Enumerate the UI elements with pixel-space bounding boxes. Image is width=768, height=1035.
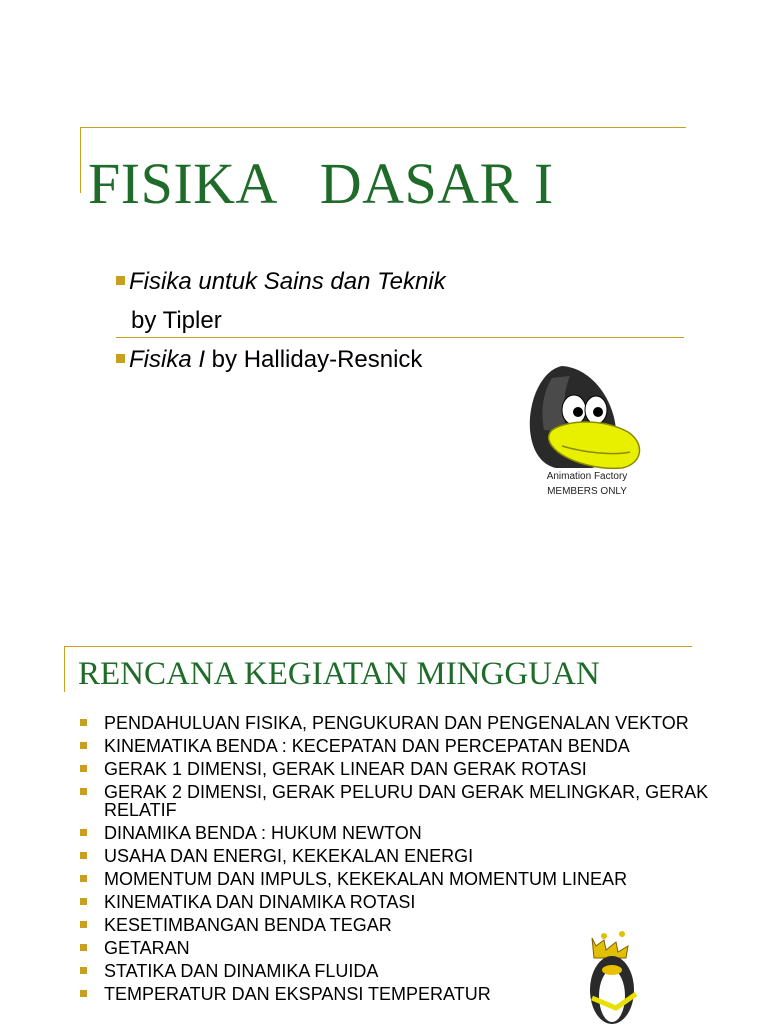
reference-author: by Halliday-Resnick: [205, 346, 423, 373]
bullet-icon: [80, 944, 87, 951]
list-item-text: KINEMATIKA BENDA : KECEPATAN DAN PERCEPATAN BENDA: [104, 736, 630, 756]
bullet-icon: [116, 354, 125, 363]
reference-author: by Tipler: [131, 307, 222, 334]
refs-rule: [116, 337, 684, 338]
bullet-icon: [80, 967, 87, 974]
reference-list: [116, 262, 446, 379]
bullet-icon: [80, 898, 87, 905]
list-item-text: GETARAN: [104, 938, 190, 958]
list-item-text: TEMPERATUR DAN EKSPANSI TEMPERATUR: [104, 984, 491, 1004]
watermark-line-2: MEMBERS ONLY: [547, 486, 627, 497]
list-item: [80, 870, 720, 888]
list-item: [80, 893, 720, 911]
penguin-animation-icon: [522, 360, 652, 505]
bullet-icon: [116, 276, 125, 285]
bullet-icon: [80, 875, 87, 882]
list-item-text: USAHA DAN ENERGI, KEKEKALAN ENERGI: [104, 846, 474, 866]
penguin-mascot-icon: [570, 930, 660, 1030]
list-item-text: GERAK 2 DIMENSI, GERAK PELURU DAN GERAK MELINGKAR, GERAK RELATIF: [104, 782, 709, 820]
slide-2: [0, 620, 768, 1024]
title-rule-top: [80, 127, 686, 128]
list-item: [80, 824, 720, 842]
title-rule-left: [80, 127, 81, 193]
reference-title: Fisika untuk Sains dan Teknik: [129, 268, 446, 295]
bullet-icon: [80, 990, 87, 997]
list-item: [80, 760, 720, 778]
title-rule-left: [64, 646, 65, 692]
bullet-icon: [80, 719, 87, 726]
list-item: [80, 847, 720, 865]
list-item-text: KESETIMBANGAN BENDA TEGAR: [104, 915, 392, 935]
bullet-icon: [80, 742, 87, 749]
bullet-icon: [80, 921, 87, 928]
bullet-icon: [80, 788, 87, 795]
list-item-text: DINAMIKA BENDA : HUKUM NEWTON: [104, 823, 422, 843]
list-item-text: STATIKA DAN DINAMIKA FLUIDA: [104, 961, 379, 981]
list-item-text: MOMENTUM DAN IMPULS, KEKEKALAN MOMENTUM LINEAR: [104, 869, 628, 889]
reference-title: Fisika I: [129, 346, 206, 373]
bullet-icon: [80, 852, 87, 859]
reference-item-1: [116, 262, 446, 301]
bullet-icon: [80, 829, 87, 836]
list-item-text: PENDAHULUAN FISIKA, PENGUKURAN DAN PENGENALAN VEKTOR: [104, 713, 689, 733]
list-item: [80, 737, 720, 755]
reference-item-2: [116, 340, 446, 379]
list-item-text: GERAK 1 DIMENSI, GERAK LINEAR DAN GERAK ROTASI: [104, 759, 587, 779]
list-item: [80, 783, 720, 819]
slide-1-title: FISIKA DASAR I: [88, 151, 554, 216]
title-rule-top: [64, 646, 692, 647]
watermark-line-1: Animation Factory: [546, 471, 628, 482]
list-item: [80, 714, 720, 732]
list-item-text: KINEMATIKA DAN DINAMIKA ROTASI: [104, 892, 416, 912]
slide-2-title: RENCANA KEGIATAN MINGGUAN: [78, 656, 600, 692]
reference-item-1-cont: [116, 301, 446, 340]
bullet-icon: [80, 765, 87, 772]
